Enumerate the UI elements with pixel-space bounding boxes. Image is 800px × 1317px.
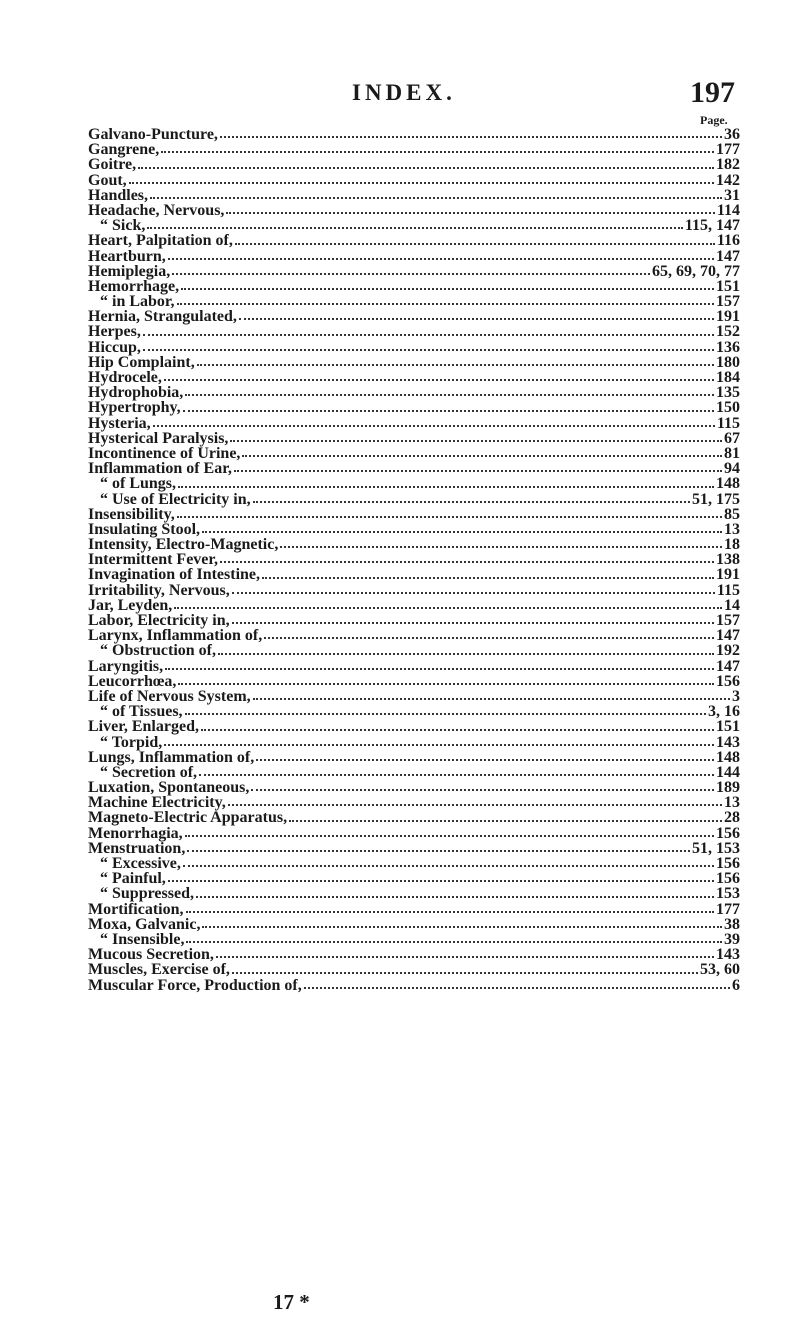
dot-leader xyxy=(143,349,714,351)
entry-label: “ of Tissues, xyxy=(100,703,183,721)
entry-label: Labor, Electricity in, xyxy=(88,612,230,629)
dot-leader xyxy=(153,425,715,427)
index-entry xyxy=(88,446,740,461)
entry-pages: 31 xyxy=(724,186,740,204)
dot-leader xyxy=(256,759,714,761)
entry-pages: 191 xyxy=(716,308,740,326)
entry-label: Life of Nervous System, xyxy=(88,687,251,705)
index-entry xyxy=(88,780,740,795)
index-entry xyxy=(88,704,740,719)
dot-leader xyxy=(197,364,714,366)
page-header xyxy=(0,76,800,112)
dot-leader xyxy=(242,455,722,457)
index-entry xyxy=(88,416,740,431)
dot-leader xyxy=(168,258,714,260)
index-entry xyxy=(88,552,740,567)
dot-leader xyxy=(289,820,722,822)
index-entry xyxy=(88,689,740,704)
entry-label: Muscles, Exercise of, xyxy=(88,961,230,979)
dot-leader xyxy=(232,622,714,624)
entry-pages: 177 xyxy=(716,141,740,159)
dot-leader xyxy=(178,486,714,488)
index-entry xyxy=(88,902,740,917)
index-entry xyxy=(88,218,740,233)
entry-pages: 136 xyxy=(716,338,740,356)
dot-leader xyxy=(218,653,714,655)
entry-pages: 13 xyxy=(724,794,740,812)
entry-pages: 114 xyxy=(716,201,740,219)
index-entry xyxy=(88,431,740,446)
entry-label: Mucous Secretion, xyxy=(88,946,214,964)
entry-label: Hip Complaint, xyxy=(88,353,195,371)
entry-label: Hemiplegia, xyxy=(88,262,171,280)
entry-pages: 144 xyxy=(716,763,740,781)
dot-leader xyxy=(147,227,683,229)
entry-label: “ Sick, xyxy=(100,217,146,235)
entry-pages: 153 xyxy=(716,885,740,903)
entry-pages: 53, 60 xyxy=(700,961,740,979)
dot-leader xyxy=(304,987,730,989)
entry-label: Insensibility, xyxy=(88,505,175,523)
dot-leader xyxy=(161,151,714,153)
entry-pages: 138 xyxy=(716,551,740,569)
entry-label: Larynx, Inflammation of, xyxy=(88,627,263,645)
page-column-label: Page. xyxy=(700,113,728,127)
dot-leader xyxy=(202,531,722,533)
entry-pages: 94 xyxy=(724,460,740,478)
dot-leader xyxy=(216,956,714,958)
index-entry xyxy=(88,522,740,537)
index-entry xyxy=(88,947,740,962)
index-entry xyxy=(88,567,740,582)
entry-pages: 157 xyxy=(716,612,740,629)
index-entry xyxy=(88,917,740,932)
index-entry xyxy=(88,841,740,856)
index-entry xyxy=(88,978,740,993)
entry-label: Herpes, xyxy=(88,323,141,341)
index-entry xyxy=(88,643,740,658)
entry-pages: 13 xyxy=(724,520,740,538)
dot-leader xyxy=(201,729,714,731)
index-entry xyxy=(88,355,740,370)
index-entry xyxy=(88,264,740,279)
entry-label: Menstruation, xyxy=(88,839,186,857)
entry-pages: 142 xyxy=(716,171,740,189)
entry-pages: 3 xyxy=(732,687,740,705)
dot-leader xyxy=(185,713,706,715)
dot-leader xyxy=(138,167,714,169)
entry-pages: 18 xyxy=(724,536,740,554)
entry-label: “ Excessive, xyxy=(100,855,181,872)
entry-pages: 148 xyxy=(716,748,740,766)
entry-label: Liver, Enlarged, xyxy=(88,718,199,736)
entry-pages: 14 xyxy=(724,596,740,614)
index-entry xyxy=(88,157,740,172)
entry-label: Luxation, Spontaneous, xyxy=(88,779,250,797)
entry-pages: 39 xyxy=(724,930,740,948)
entry-pages: 148 xyxy=(716,475,740,493)
index-entry xyxy=(88,932,740,947)
index-entry xyxy=(88,340,740,355)
entry-label: Lungs, Inflammation of, xyxy=(88,748,255,766)
entry-label: Handles, xyxy=(88,186,149,204)
signature-mark: 17 * xyxy=(273,1290,310,1314)
entry-label: “ Suppressed, xyxy=(100,885,194,903)
entry-pages: 157 xyxy=(716,293,740,311)
entry-pages: 65, 69, 70, 77 xyxy=(652,262,740,280)
index-entry xyxy=(88,385,740,400)
dot-leader xyxy=(228,804,722,806)
entry-pages: 6 xyxy=(732,976,740,994)
entry-label: Invagination of Intestine, xyxy=(88,566,261,584)
entry-label: Gangrene, xyxy=(88,141,160,159)
index-entry xyxy=(88,173,740,188)
index-entry xyxy=(88,674,740,689)
entry-label: “ Obstruction of, xyxy=(100,642,216,660)
page-number: 197 xyxy=(690,76,735,109)
dot-leader xyxy=(253,698,730,700)
entry-pages: 156 xyxy=(716,672,740,690)
entry-pages: 152 xyxy=(716,323,740,341)
entry-pages: 192 xyxy=(716,642,740,660)
entry-pages: 147 xyxy=(716,627,740,645)
entry-label: Hernia, Strangulated, xyxy=(88,308,237,326)
index-entry xyxy=(88,598,740,613)
entry-label: Mortification, xyxy=(88,900,184,918)
entry-label: Hydrophobia, xyxy=(88,384,184,402)
index-entry xyxy=(88,871,740,886)
dot-leader xyxy=(262,577,714,579)
dot-leader xyxy=(185,835,714,837)
dot-leader xyxy=(230,440,722,442)
dot-leader xyxy=(280,546,722,548)
running-title: INDEX. xyxy=(352,80,456,105)
entry-pages: 67 xyxy=(724,429,740,447)
dot-leader xyxy=(183,865,714,867)
dot-leader xyxy=(186,911,714,913)
dot-leader xyxy=(253,501,690,503)
dot-leader xyxy=(226,212,714,214)
entry-pages: 115 xyxy=(716,581,740,599)
entry-label: “ of Lungs, xyxy=(100,475,177,493)
entry-label: Irritability, Nervous, xyxy=(88,581,230,599)
entry-pages: 28 xyxy=(724,809,740,827)
entry-label: Insulating Stool, xyxy=(88,520,201,538)
dot-leader xyxy=(164,744,714,746)
entry-pages: 85 xyxy=(724,505,740,523)
entry-label: Moxa, Galvanic, xyxy=(88,915,201,933)
entry-pages: 156 xyxy=(716,855,740,872)
entry-pages: 36 xyxy=(724,126,740,143)
entry-label: Headache, Nervous, xyxy=(88,201,225,219)
entry-pages: 180 xyxy=(716,353,740,371)
index-entry xyxy=(88,188,740,203)
entry-pages: 3, 16 xyxy=(708,703,740,721)
index-entry xyxy=(88,856,740,871)
dot-leader xyxy=(172,273,650,275)
entry-pages: 51, 153 xyxy=(692,839,740,857)
entry-pages: 189 xyxy=(716,779,740,797)
entry-pages: 156 xyxy=(716,870,740,888)
entry-pages: 115, 147 xyxy=(684,217,740,235)
entry-label: “ Torpid, xyxy=(100,733,163,751)
entry-label: Magneto-Electric Apparatus, xyxy=(88,809,288,827)
dot-leader xyxy=(232,592,715,594)
entry-label: Jar, Leyden, xyxy=(88,596,173,614)
index-entry xyxy=(88,461,740,476)
index-entry xyxy=(88,249,740,264)
index-entry xyxy=(88,279,740,294)
entry-label: Inflammation of Ear, xyxy=(88,460,232,478)
entry-label: Leucorrhœa, xyxy=(88,672,177,690)
entry-pages: 147 xyxy=(716,657,740,675)
dot-leader xyxy=(196,896,714,898)
entry-pages: 81 xyxy=(724,444,740,462)
dot-leader xyxy=(178,683,714,685)
index-entry xyxy=(88,886,740,901)
dot-leader xyxy=(177,303,714,305)
entry-pages: 143 xyxy=(716,946,740,964)
dot-leader xyxy=(181,288,714,290)
dot-leader xyxy=(234,470,722,472)
index-entry xyxy=(88,537,740,552)
entry-label: Goitre, xyxy=(88,156,137,174)
dot-leader xyxy=(183,410,714,412)
dot-leader xyxy=(239,318,714,320)
entry-label: Menorrhagia, xyxy=(88,824,183,842)
index-entry xyxy=(88,233,740,248)
index-entry xyxy=(88,309,740,324)
entry-label: Intensity, Electro-Magnetic, xyxy=(88,536,279,554)
dot-leader xyxy=(164,379,714,381)
dot-leader xyxy=(202,926,722,928)
dot-leader xyxy=(264,637,714,639)
index-entry xyxy=(88,127,740,142)
index-entry xyxy=(88,826,740,841)
entry-label: “ Secretion of, xyxy=(100,763,198,781)
index-entry xyxy=(88,294,740,309)
entry-pages: 151 xyxy=(716,718,740,736)
index-entry xyxy=(88,203,740,218)
entry-label: Muscular Force, Production of, xyxy=(88,976,302,994)
entry-label: Intermittent Fever, xyxy=(88,551,219,569)
index-entry xyxy=(88,492,740,507)
dot-leader xyxy=(129,182,714,184)
entry-pages: 115 xyxy=(716,414,740,432)
entry-label: “ Use of Electricity in, xyxy=(100,490,251,508)
entry-pages: 156 xyxy=(716,824,740,842)
entry-label: Heart, Palpitation of, xyxy=(88,232,233,250)
entry-label: “ Insensible, xyxy=(100,930,185,948)
entry-label: Galvano-Puncture, xyxy=(88,126,218,143)
index-entry xyxy=(88,765,740,780)
entry-pages: 177 xyxy=(716,900,740,918)
index-entry xyxy=(88,810,740,825)
entry-label: Hysteria, xyxy=(88,414,151,432)
dot-leader xyxy=(177,516,722,518)
dot-leader xyxy=(199,774,714,776)
entry-label: Machine Electricity, xyxy=(88,794,226,812)
index-entry xyxy=(88,659,740,674)
index-entry xyxy=(88,628,740,643)
entry-pages: 191 xyxy=(716,566,740,584)
index-entry xyxy=(88,142,740,157)
dot-leader xyxy=(165,668,714,670)
dot-leader xyxy=(174,607,722,609)
dot-leader xyxy=(186,941,722,943)
entry-label: Hypertrophy, xyxy=(88,399,181,417)
index-entry xyxy=(88,962,740,977)
index-entry xyxy=(88,370,740,385)
entry-pages: 143 xyxy=(716,733,740,751)
entry-label: Gout, xyxy=(88,171,127,189)
dot-leader xyxy=(251,789,714,791)
entry-pages: 151 xyxy=(716,277,740,295)
index-entry xyxy=(88,613,740,628)
entry-label: “ in Labor, xyxy=(100,293,175,311)
index-entries-list xyxy=(88,127,740,993)
index-entry xyxy=(88,476,740,491)
dot-leader xyxy=(185,394,714,396)
entry-pages: 150 xyxy=(716,399,740,417)
entry-pages: 147 xyxy=(716,247,740,265)
entry-label: Incontinence of Urine, xyxy=(88,444,241,462)
entry-pages: 182 xyxy=(716,156,740,174)
index-entry xyxy=(88,507,740,522)
entry-label: Hydrocele, xyxy=(88,369,162,386)
dot-leader xyxy=(168,880,714,882)
entry-label: “ Painful, xyxy=(100,870,166,888)
index-entry xyxy=(88,324,740,339)
index-entry xyxy=(88,719,740,734)
dot-leader xyxy=(143,334,714,336)
dot-leader xyxy=(187,850,690,852)
dot-leader xyxy=(220,136,722,138)
index-entry xyxy=(88,400,740,415)
dot-leader xyxy=(235,243,715,245)
dot-leader xyxy=(220,561,714,563)
index-entry xyxy=(88,735,740,750)
entry-pages: 38 xyxy=(724,915,740,933)
index-entry xyxy=(88,583,740,598)
entry-pages: 135 xyxy=(716,384,740,402)
entry-pages: 116 xyxy=(716,232,740,250)
entry-label: Hysterical Paralysis, xyxy=(88,429,229,447)
entry-label: Heartburn, xyxy=(88,247,166,265)
index-entry xyxy=(88,750,740,765)
index-entry xyxy=(88,795,740,810)
dot-leader xyxy=(232,972,698,974)
dot-leader xyxy=(150,197,722,199)
entry-label: Hiccup, xyxy=(88,338,141,356)
entry-pages: 184 xyxy=(716,369,740,386)
entry-label: Laryngitis, xyxy=(88,657,164,675)
entry-pages: 51, 175 xyxy=(692,490,740,508)
entry-label: Hemorrhage, xyxy=(88,277,180,295)
